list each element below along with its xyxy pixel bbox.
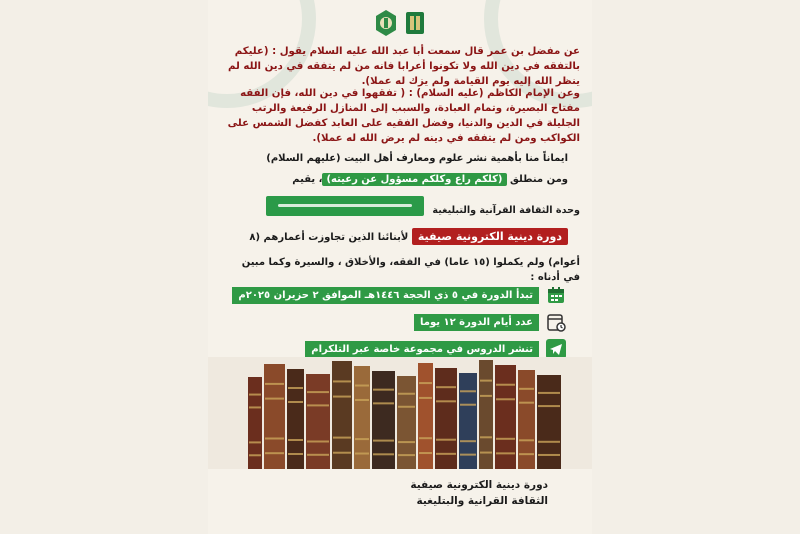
book-spine-band [436, 386, 456, 388]
book-spine-band [355, 399, 369, 401]
intro-line-4 [228, 229, 568, 245]
detail-start-date [232, 284, 567, 306]
book-spine-band [265, 452, 284, 454]
book-spine-band [460, 404, 476, 406]
book-spine-band [436, 439, 456, 441]
book-spine-band [249, 454, 261, 456]
detail-text: تبدأ الدورة في ٥ ذي الحجة ١٤٤٦هـ الموافق ٢ حزيران ٢٠٢٥م [232, 287, 539, 304]
book-spine-band [333, 380, 351, 382]
book-spine-band [373, 402, 394, 404]
book-spine-band [288, 439, 303, 441]
caption-course-title: دورة دينية الكترونية صيفية [410, 479, 548, 491]
book-spine-band [398, 393, 415, 395]
book-spine-band [249, 441, 261, 443]
intro-line-5: أعوام) ولم يكملوا (١٥ عاما) في الفقه، والأخلاق ، والسيرة وكما مبين في أدناه : [241, 257, 580, 283]
calendar-icon [545, 284, 567, 306]
hadith-narration-1: عن مفضل بن عمر قال سمعت أبا عبد الله عليه السلام يقول : (عليكم بالتفقه في دين الله ولا تكونوا أعرابا فانه من لم يتفقه في دين الله لم ينظر الله إليه يوم القيامة ولم يزك له عملا). [228, 46, 580, 87]
detail-text: عدد أيام الدورة ١٢ يوما [414, 314, 539, 331]
book-spine-band [288, 387, 303, 389]
intro-line-4-end: لأبنائنا الذين تجاوزت أعمارهم (٨ [249, 232, 412, 243]
book-spine-band [538, 441, 560, 443]
book-spine-band [460, 440, 476, 442]
book-spine-band [307, 391, 329, 393]
book-spine-band [538, 392, 560, 394]
book-spine-band [373, 453, 394, 455]
caption-unit-name: الثقافة القرانية والبتليغية [416, 495, 548, 507]
intro-line-2 [228, 172, 568, 187]
book-spine-band [398, 406, 415, 408]
book-spine-band [480, 452, 492, 454]
hadith-narration-2: وعن الإمام الكاظم (عليه السلام) : ( تفقهوا في دين الله، فإن الفقه مفتاح البصيرة، وتمام العبادة، والسبب إلى المنازل الرفيعة والرتب الجليلة في الدين والدنيا، وفضل الفقيه على العابد كفضل الشمس على الكواكب ومن لم يتفقه في دينه لم يرض الله له عملا). [227, 88, 580, 144]
book-spine-band [265, 438, 284, 440]
book-spine-band [333, 452, 351, 454]
book-spine-band [480, 380, 492, 382]
book-spine-band [538, 405, 560, 407]
schedule-icon [545, 311, 567, 333]
book-spine-band [265, 398, 284, 400]
intro-line-2-end: ، يقيم [292, 174, 323, 185]
book-spine-band [249, 406, 261, 408]
book-spine-band [265, 383, 284, 385]
slogan-highlight: (كلكم راع وكلكم مسؤول عن رعيته) [322, 173, 506, 186]
book-spine-band [436, 400, 456, 402]
book-spine-band [333, 396, 351, 398]
book-spine-band [519, 439, 534, 441]
poster [208, 0, 592, 534]
book-spine-band [496, 398, 515, 400]
book-spine-band [333, 437, 351, 439]
book-spine-band [460, 390, 476, 392]
detail-duration [414, 311, 567, 333]
book-spine-band [355, 438, 369, 440]
course-title-highlight: دورة دينية الكترونية صيفية [412, 228, 568, 245]
book-spine-band [288, 453, 303, 455]
book-spine-band [538, 454, 560, 456]
book-spine-band [480, 395, 492, 397]
book-spine-band [307, 404, 329, 406]
book-spine-band [460, 454, 476, 456]
book-spine-band [436, 453, 456, 455]
book-spine-band [519, 453, 534, 455]
book-spine-band [519, 402, 534, 404]
book-spine-band [419, 452, 432, 454]
book-spine-band [355, 453, 369, 455]
book-spine-band [496, 452, 515, 454]
book-spine-band [496, 438, 515, 440]
book-spine-band [419, 397, 432, 399]
book-spine-band [307, 441, 329, 443]
books-image [208, 357, 592, 469]
book-spine-band [519, 388, 534, 390]
unit-name: وحدة الثقافة القرآنية والتبليغية [432, 205, 580, 216]
shrine-logo [373, 8, 399, 38]
book-spine-band [398, 454, 415, 456]
book-spine-band [355, 385, 369, 387]
book-spine-band [373, 440, 394, 442]
intro-line-2-start: ومن منطلق [506, 174, 568, 185]
book-spine-band [419, 437, 432, 439]
book-spine-band [373, 389, 394, 391]
book-spine-band [496, 384, 515, 386]
book-spine-band [419, 382, 432, 384]
institution-logo [405, 8, 425, 38]
book-spine-band [307, 454, 329, 456]
book-spine-band [288, 401, 303, 403]
book-spine-band [480, 436, 492, 438]
book-spine-band [249, 394, 261, 396]
intro-line-1: ايماناً منا بأهمية نشر علوم ومعارف أهل البيت (عليهم السلام) [266, 153, 568, 164]
detail-text: تنشر الدروس في مجموعة خاصة عبر التلكرام [305, 341, 539, 358]
book-spine-band [398, 441, 415, 443]
